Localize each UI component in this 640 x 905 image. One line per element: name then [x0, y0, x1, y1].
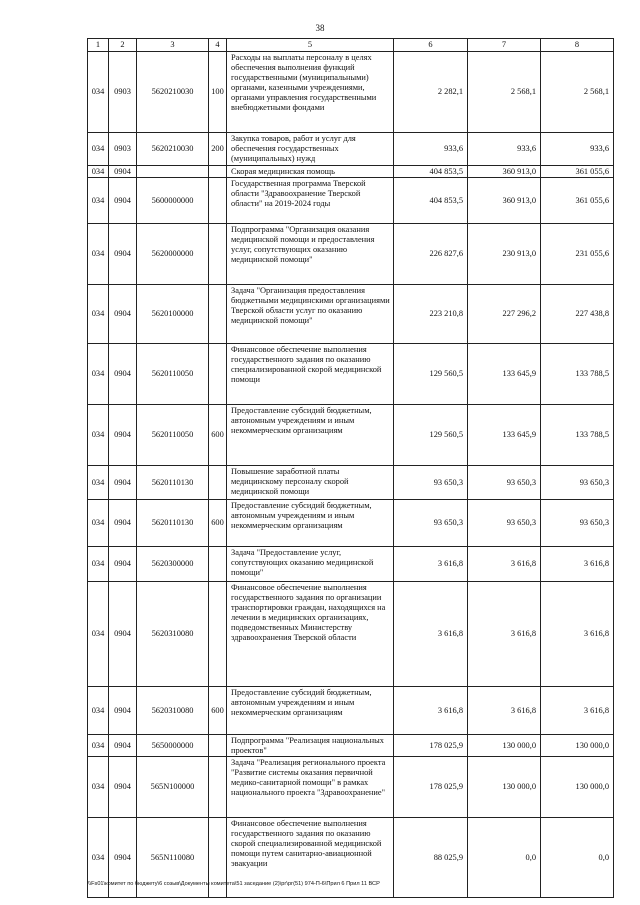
cell-value-col7: 230 913,0 — [468, 224, 541, 285]
cell-section-code: 0904 — [109, 466, 137, 500]
cell-value-col8: 361 055,6 — [541, 178, 614, 224]
cell-expense-type: 600 — [209, 500, 227, 547]
table-row — [88, 735, 614, 757]
cell-value-col8: 133 788,5 — [541, 344, 614, 405]
cell-value-col8: 130 000,0 — [541, 735, 614, 757]
cell-value-col8: 0,0 — [541, 818, 614, 898]
cell-expense-type: 600 — [209, 687, 227, 735]
column-header: 4 — [209, 39, 227, 52]
cell-section-code: 0904 — [109, 582, 137, 687]
table-row — [88, 757, 614, 818]
cell-admin-code: 034 — [88, 582, 109, 687]
table-row — [88, 285, 614, 344]
cell-value-col7: 3 616,8 — [468, 582, 541, 687]
cell-description: Задача "Организация предоставления бюджетными медицинскими организациями Тверской области услуг по оказанию медицинской помощи" — [227, 285, 394, 344]
cell-expense-type — [209, 582, 227, 687]
cell-value-col7: 360 913,0 — [468, 178, 541, 224]
cell-description: Предоставление субсидий бюджетным, автономным учреждениям и иным некоммерческим организациям — [227, 500, 394, 547]
cell-expense-type — [209, 166, 227, 178]
table-row — [88, 166, 614, 178]
cell-value-col6: 226 827,6 — [394, 224, 468, 285]
cell-target-article: 565N110080 — [137, 818, 209, 898]
column-header: 7 — [468, 39, 541, 52]
page-number: 38 — [315, 23, 325, 33]
budget-table — [87, 38, 614, 898]
cell-expense-type — [209, 735, 227, 757]
table-row — [88, 344, 614, 405]
cell-value-col8: 3 616,8 — [541, 582, 614, 687]
cell-admin-code: 034 — [88, 178, 109, 224]
cell-description: Государственная программа Тверской области "Здравоохранение Тверской области" на 2019-2024 годы — [227, 178, 394, 224]
cell-target-article: 5620300000 — [137, 547, 209, 582]
cell-value-col7: 2 568,1 — [468, 52, 541, 133]
cell-value-col8: 3 616,8 — [541, 687, 614, 735]
cell-description: Финансовое обеспечение выполнения государственного задания по оказанию специализированной скорой медицинской помощи — [227, 344, 394, 405]
cell-target-article: 5620110130 — [137, 500, 209, 547]
cell-section-code: 0904 — [109, 166, 137, 178]
cell-description: Закупка товаров, работ и услуг для обеспечения государственных (муниципальных) нужд — [227, 133, 394, 166]
cell-admin-code: 034 — [88, 405, 109, 466]
cell-section-code: 0904 — [109, 547, 137, 582]
cell-target-article: 5600000000 — [137, 178, 209, 224]
cell-value-col6: 3 616,8 — [394, 582, 468, 687]
cell-value-col7: 93 650,3 — [468, 500, 541, 547]
table-row — [88, 178, 614, 224]
cell-value-col7: 3 616,8 — [468, 547, 541, 582]
cell-expense-type — [209, 224, 227, 285]
table-row — [88, 133, 614, 166]
cell-value-col6: 178 025,9 — [394, 757, 468, 818]
cell-description: Расходы на выплаты персоналу в целях обеспечения выполнения функций государственными (муниципальными) органами, казенными учреждениями, органами управления государственными внебюджетными фондами — [227, 52, 394, 133]
cell-section-code: 0904 — [109, 687, 137, 735]
cell-target-article: 5620310080 — [137, 687, 209, 735]
cell-description: Финансовое обеспечение выполнения государственного задания по оказанию скорой специализированной медицинской помощи путем санитарно-авиационной эвакуации — [227, 818, 394, 898]
cell-value-col8: 93 650,3 — [541, 500, 614, 547]
cell-value-col8: 93 650,3 — [541, 466, 614, 500]
cell-value-col6: 2 282,1 — [394, 52, 468, 133]
column-header: 5 — [227, 39, 394, 52]
cell-value-col6: 88 025,9 — [394, 818, 468, 898]
cell-admin-code: 034 — [88, 466, 109, 500]
cell-target-article: 5620000000 — [137, 224, 209, 285]
table-body — [88, 52, 614, 898]
cell-admin-code: 034 — [88, 547, 109, 582]
cell-section-code: 0904 — [109, 405, 137, 466]
cell-section-code: 0904 — [109, 224, 137, 285]
cell-target-article: 5620110050 — [137, 405, 209, 466]
cell-expense-type — [209, 757, 227, 818]
cell-value-col6: 404 853,5 — [394, 178, 468, 224]
cell-description: Подпрограмма "Организация оказания медицинской помощи и предоставления услуг, сопутствующих оказанию медицинской помощи" — [227, 224, 394, 285]
cell-description: Предоставление субсидий бюджетным, автономным учреждениям и иным некоммерческим организациям — [227, 405, 394, 466]
cell-section-code: 0904 — [109, 178, 137, 224]
cell-value-col7: 3 616,8 — [468, 687, 541, 735]
cell-target-article: 5620110130 — [137, 466, 209, 500]
table-row — [88, 500, 614, 547]
cell-admin-code: 034 — [88, 133, 109, 166]
cell-expense-type: 100 — [209, 52, 227, 133]
cell-value-col7: 933,6 — [468, 133, 541, 166]
cell-value-col7: 227 296,2 — [468, 285, 541, 344]
cell-admin-code: 034 — [88, 757, 109, 818]
cell-target-article: 5650000000 — [137, 735, 209, 757]
cell-value-col8: 2 568,1 — [541, 52, 614, 133]
cell-value-col7: 93 650,3 — [468, 466, 541, 500]
column-header: 6 — [394, 39, 468, 52]
cell-target-article — [137, 166, 209, 178]
table-row — [88, 582, 614, 687]
cell-admin-code: 034 — [88, 344, 109, 405]
cell-admin-code: 034 — [88, 166, 109, 178]
cell-value-col8: 231 055,6 — [541, 224, 614, 285]
cell-target-article: 5620110050 — [137, 344, 209, 405]
cell-section-code: 0904 — [109, 344, 137, 405]
cell-expense-type — [209, 344, 227, 405]
table-row — [88, 687, 614, 735]
cell-value-col6: 129 560,5 — [394, 405, 468, 466]
column-header: 3 — [137, 39, 209, 52]
cell-admin-code: 034 — [88, 500, 109, 547]
cell-value-col6: 223 210,8 — [394, 285, 468, 344]
table-row — [88, 405, 614, 466]
cell-value-col6: 404 853,5 — [394, 166, 468, 178]
footer-file-path: \\Fs01\комитет по бюджету\6 созыв\Документы комитета\51 заседание (2)\рг\рг(51) 974-П-6\Прил 6 Прил 11 ВСР — [88, 881, 380, 887]
cell-value-col7: 130 000,0 — [468, 735, 541, 757]
cell-value-col8: 933,6 — [541, 133, 614, 166]
table-header — [88, 39, 614, 52]
cell-value-col8: 130 000,0 — [541, 757, 614, 818]
cell-description: Финансовое обеспечение выполнения государственного задания по организации транспортировки граждан, находящихся на лечении в медицинских организациях, подведомственных Министерству здравоохранения Тверской области — [227, 582, 394, 687]
cell-admin-code: 034 — [88, 818, 109, 898]
cell-value-col6: 933,6 — [394, 133, 468, 166]
cell-value-col6: 93 650,3 — [394, 466, 468, 500]
cell-description: Подпрограмма "Реализация национальных проектов" — [227, 735, 394, 757]
cell-value-col7: 0,0 — [468, 818, 541, 898]
cell-admin-code: 034 — [88, 285, 109, 344]
cell-value-col7: 130 000,0 — [468, 757, 541, 818]
cell-value-col7: 133 645,9 — [468, 405, 541, 466]
cell-expense-type — [209, 466, 227, 500]
cell-description: Скорая медицинская помощь — [227, 166, 394, 178]
cell-section-code: 0903 — [109, 52, 137, 133]
column-header: 8 — [541, 39, 614, 52]
cell-description: Задача "Предоставление услуг, сопутствующих оказанию медицинской помощи" — [227, 547, 394, 582]
cell-value-col8: 3 616,8 — [541, 547, 614, 582]
cell-value-col8: 361 055,6 — [541, 166, 614, 178]
cell-value-col6: 3 616,8 — [394, 547, 468, 582]
cell-section-code: 0903 — [109, 133, 137, 166]
cell-admin-code: 034 — [88, 735, 109, 757]
table-row — [88, 547, 614, 582]
cell-value-col6: 93 650,3 — [394, 500, 468, 547]
cell-target-article: 5620210030 — [137, 52, 209, 133]
cell-expense-type: 200 — [209, 133, 227, 166]
cell-admin-code: 034 — [88, 52, 109, 133]
column-header: 1 — [88, 39, 109, 52]
cell-target-article: 565N100000 — [137, 757, 209, 818]
table-row — [88, 224, 614, 285]
cell-value-col6: 3 616,8 — [394, 687, 468, 735]
cell-target-article: 5620310080 — [137, 582, 209, 687]
cell-expense-type — [209, 547, 227, 582]
cell-description: Задача "Реализация регионального проекта "Развитие системы оказания первичной медико-санитарной помощи" в рамках национального проекта "Здравоохранение" — [227, 757, 394, 818]
cell-expense-type — [209, 285, 227, 344]
cell-section-code: 0904 — [109, 818, 137, 898]
cell-admin-code: 034 — [88, 224, 109, 285]
cell-value-col8: 133 788,5 — [541, 405, 614, 466]
cell-value-col7: 360 913,0 — [468, 166, 541, 178]
cell-target-article: 5620210030 — [137, 133, 209, 166]
cell-value-col6: 129 560,5 — [394, 344, 468, 405]
table-row — [88, 52, 614, 133]
cell-description: Повышение заработной платы медицинскому персоналу скорой медицинской помощи — [227, 466, 394, 500]
column-header: 2 — [109, 39, 137, 52]
table-row — [88, 466, 614, 500]
cell-value-col8: 227 438,8 — [541, 285, 614, 344]
cell-section-code: 0904 — [109, 757, 137, 818]
cell-section-code: 0904 — [109, 285, 137, 344]
cell-description: Предоставление субсидий бюджетным, автономным учреждениям и иным некоммерческим организациям — [227, 687, 394, 735]
cell-section-code: 0904 — [109, 735, 137, 757]
cell-expense-type — [209, 178, 227, 224]
cell-target-article: 5620100000 — [137, 285, 209, 344]
cell-value-col7: 133 645,9 — [468, 344, 541, 405]
cell-section-code: 0904 — [109, 500, 137, 547]
cell-value-col6: 178 025,9 — [394, 735, 468, 757]
cell-admin-code: 034 — [88, 687, 109, 735]
cell-expense-type: 600 — [209, 405, 227, 466]
